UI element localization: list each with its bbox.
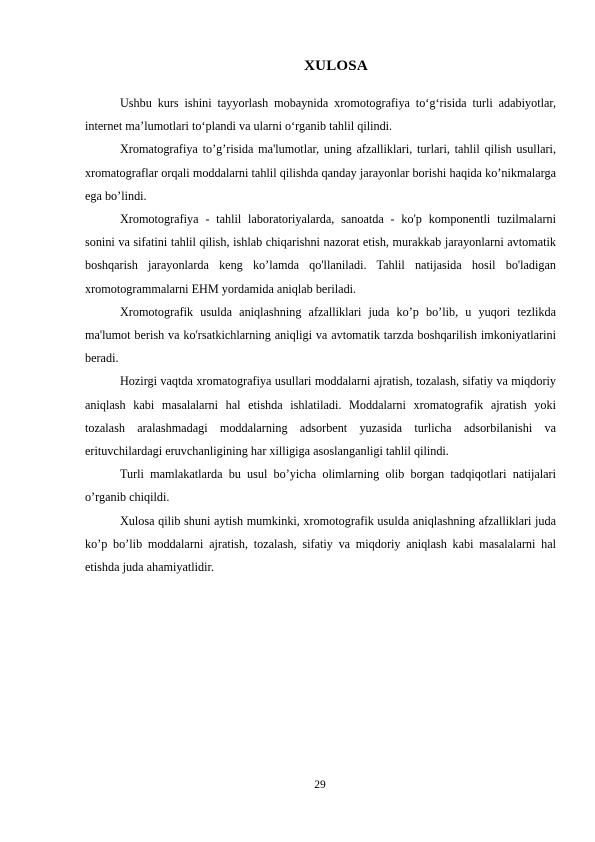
paragraph-intro: Ushbu kurs ishini tayyorlash mobaynida xromotografiya to‘g‘risida turli adabiyotlar, internet ma’lumotlari to‘plandi va ularni o‘rganib tahlil qilindi. <box>85 96 556 134</box>
page-title: XULOSA <box>304 58 368 74</box>
paragraph-knowledge: Xromatografiya to’g’risida ma'lumotlar, uning afzalliklari, turlari, tahlil qilish usullari, xromatograflar orqali moddalarni tahlil qilishda qanday jarayonlar borishi haqida ko’nikmalarga ega bo’lindi. <box>85 142 556 203</box>
paragraph-modern-use: Hozirgi vaqtda xromatografiya usullari moddalarni ajratish, tozalash, sifatiy va miqdoriy aniqlash kabi masalalarni hal etishda ishlatiladi. Moddalarni xromatografik ajratish yoki tozalash aralashmadagi moddalarning adsorbent yuzasida turlicha adsorbilanishi va erituvchilardagi eruvchanligining har xilligiga asoslanganligi tahlil qilindi. <box>85 374 556 459</box>
paragraph-research: Turli mamlakatlarda bu usul bo’yicha olimlarning olib borgan tadqiqotlari natijalari o’rganib chiqildi. <box>85 467 556 505</box>
body-text <box>85 92 556 579</box>
paragraph-applications: Xromotografiya - tahlil laboratoriyalarda, sanoatda - ko'p komponentli tuzilmalarni sonini va sifatini tahlil qilish, ishlab chiqarishni nazorat etish, murakkab jarayonlarni avtomatik boshqarish jarayonlarda keng ko’lamda qo'llaniladi. Tahlil natijasida hosil bo'ladigan xromotogrammalarni EHM yordamida aniqlab beriladi. <box>85 212 556 296</box>
paragraph-advantages: Xromotografik usulda aniqlashning afzalliklari juda ko’p bo’lib, u yuqori tezlikda ma'lumot berish va ko'rsatkichlarning aniqligi va avtomatik tarzda boshqarilish imkoniyatlarini beradi. <box>85 304 556 366</box>
page-number: 29 <box>314 779 326 791</box>
paragraph-conclusion: Xulosa qilib shuni aytish mumkinki, xromotografik usulda aniqlashning afzalliklari juda ko’p bo’lib moddalarni ajratish, tozalash, sifatiy va miqdoriy aniqlash kabi masalalarni hal etishda juda ahamiyatlidir. <box>85 513 556 575</box>
